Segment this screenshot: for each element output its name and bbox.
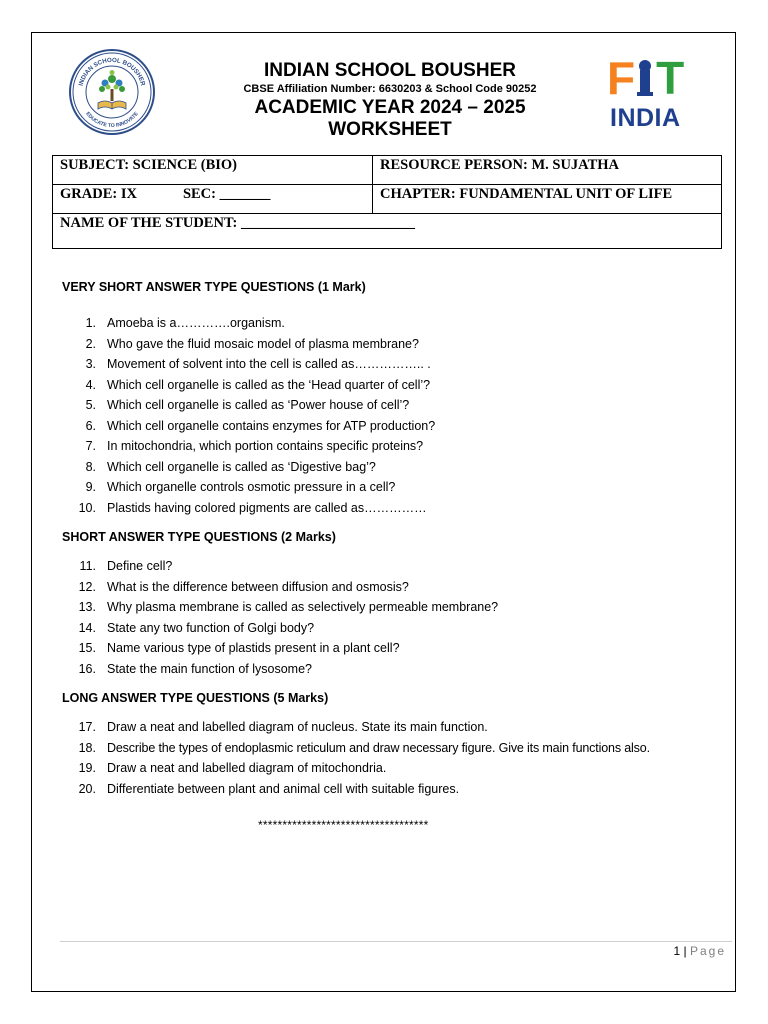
question-item — [62, 436, 732, 457]
question-item — [62, 416, 732, 437]
question-item — [62, 779, 732, 800]
footer-divider — [60, 941, 732, 942]
question-text: Which cell organelle is called as ‘Digestive bag’? — [107, 459, 376, 474]
question-item — [62, 638, 732, 659]
question-number: 1. — [85, 316, 96, 330]
chapter-label: CHAPTER: FUNDAMENTAL UNIT OF LIFE — [380, 186, 673, 202]
question-text: Which organelle controls osmotic pressure in a cell? — [107, 480, 396, 494]
question-item — [62, 477, 732, 498]
question-text: Which cell organelle is called as ‘Power house of cell’? — [107, 398, 410, 412]
question-text: Who gave the fluid mosaic model of plasma membrane? — [107, 336, 419, 351]
footer-separator: | — [683, 944, 687, 958]
logo-ring-text-top: INDIAN SCHOOL BOUSHER — [77, 56, 147, 87]
question-item — [62, 313, 732, 334]
school-name: INDIAN SCHOOL BOUSHER — [264, 60, 516, 81]
question-number: 19. — [78, 761, 96, 775]
question-number: 9. — [85, 480, 96, 494]
question-text: Which cell organelle is called as the ‘Head quarter of cell’? — [107, 377, 431, 392]
subject-cell — [53, 156, 373, 185]
question-text: Movement of solvent into the cell is called as…………….. . — [107, 357, 431, 371]
question-item — [62, 395, 732, 416]
question-number: 15. — [78, 641, 96, 655]
affiliation-line: CBSE Affiliation Number: 6630203 & School Code 90252 — [243, 83, 537, 95]
grade-label: GRADE: IX — [60, 186, 137, 202]
question-item — [62, 375, 732, 396]
question-text: Plastids having colored pigments are called as…………… — [107, 500, 427, 515]
question-item — [62, 498, 732, 519]
question-text: What is the difference between diffusion and osmosis? — [107, 579, 409, 594]
question-text: In mitochondria, which portion contains specific proteins? — [107, 439, 424, 453]
question-list-very-short — [62, 313, 732, 518]
logo-ring-text-bottom: EDUCATE TO INNOVATE — [84, 111, 140, 130]
question-number: 7. — [85, 439, 96, 453]
question-number: 14. — [78, 620, 96, 635]
question-item — [62, 457, 732, 478]
emblem-icon — [634, 58, 656, 96]
question-number: 6. — [85, 418, 96, 433]
question-item — [62, 556, 732, 577]
section-heading-short: SHORT ANSWER TYPE QUESTIONS (2 Marks) — [62, 530, 336, 544]
fit-letter-f: F — [607, 52, 635, 104]
question-number: 11. — [79, 559, 96, 573]
question-item — [62, 618, 732, 639]
question-text: State any two function of Golgi body? — [107, 620, 315, 635]
india-word: INDIA — [610, 104, 681, 132]
question-text: Draw a neat and labelled diagram of mitochondria. — [107, 761, 387, 775]
question-text: Differentiate between plant and animal cell with suitable figures. — [107, 781, 460, 796]
question-text: Amoeba is a………….organism. — [107, 316, 285, 330]
question-item — [62, 334, 732, 355]
question-number: 4. — [85, 377, 96, 392]
question-number: 5. — [85, 398, 96, 412]
section-heading-very-short: VERY SHORT ANSWER TYPE QUESTIONS (1 Mark) — [62, 280, 366, 294]
question-item — [62, 597, 732, 618]
document-type: WORKSHEET — [328, 119, 452, 140]
question-number: 18. — [78, 740, 96, 755]
question-item — [62, 577, 732, 598]
section-heading-long: LONG ANSWER TYPE QUESTIONS (5 Marks) — [62, 691, 329, 705]
student-info-table — [52, 155, 722, 249]
questions-content — [62, 280, 732, 799]
academic-year: ACADEMIC YEAR 2024 – 2025 — [254, 97, 526, 118]
question-text: Describe the types of endoplasmic reticulum and draw necessary figure. Give its main functions also. — [107, 740, 650, 755]
question-number: 3. — [85, 357, 96, 371]
question-number: 13. — [78, 600, 96, 614]
question-number: 12. — [78, 579, 96, 594]
separator-stars: *********************************** — [258, 818, 429, 832]
question-text: Name various type of plastids present in a plant cell? — [107, 641, 400, 655]
school-emblem-icon — [68, 47, 156, 137]
question-text: Draw a neat and labelled diagram of nucleus. State its main function. — [107, 720, 488, 734]
question-list-short — [62, 556, 732, 679]
question-list-long — [62, 717, 732, 799]
question-item — [62, 758, 732, 779]
question-number: 16. — [78, 661, 96, 676]
grade-section-cell — [53, 185, 373, 214]
fit-letter-t: T — [656, 52, 684, 104]
school-logo — [68, 47, 156, 137]
subject-label: SUBJECT: SCIENCE (BIO) — [60, 157, 237, 173]
question-number: 17. — [78, 720, 96, 734]
question-text: Why plasma membrane is called as selectively permeable membrane? — [107, 600, 499, 614]
resource-person-cell — [373, 156, 722, 185]
question-item — [62, 738, 732, 759]
question-item — [62, 354, 732, 375]
question-number: 10. — [78, 500, 96, 515]
question-number: 2. — [85, 336, 96, 351]
student-name-cell — [53, 214, 722, 249]
question-text: Define cell? — [107, 559, 173, 573]
page-word: Page — [689, 944, 726, 958]
fit-word — [607, 52, 684, 104]
fit-india-logo — [607, 52, 697, 135]
page-number: 1 — [673, 944, 681, 958]
question-text: State the main function of lysosome? — [107, 661, 312, 676]
question-number: 8. — [85, 459, 96, 474]
header-block — [180, 60, 600, 141]
question-item — [62, 659, 732, 680]
section-field[interactable]: SEC: _______ — [182, 186, 271, 202]
chapter-cell — [373, 185, 722, 214]
question-text: Which cell organelle contains enzymes for ATP production? — [107, 418, 436, 433]
page-footer — [673, 944, 726, 958]
question-number: 20. — [78, 781, 96, 796]
question-item — [62, 717, 732, 738]
resource-person-label: RESOURCE PERSON: M. SUJATHA — [380, 157, 620, 173]
student-name-field[interactable]: NAME OF THE STUDENT: ________________________ — [60, 215, 416, 231]
